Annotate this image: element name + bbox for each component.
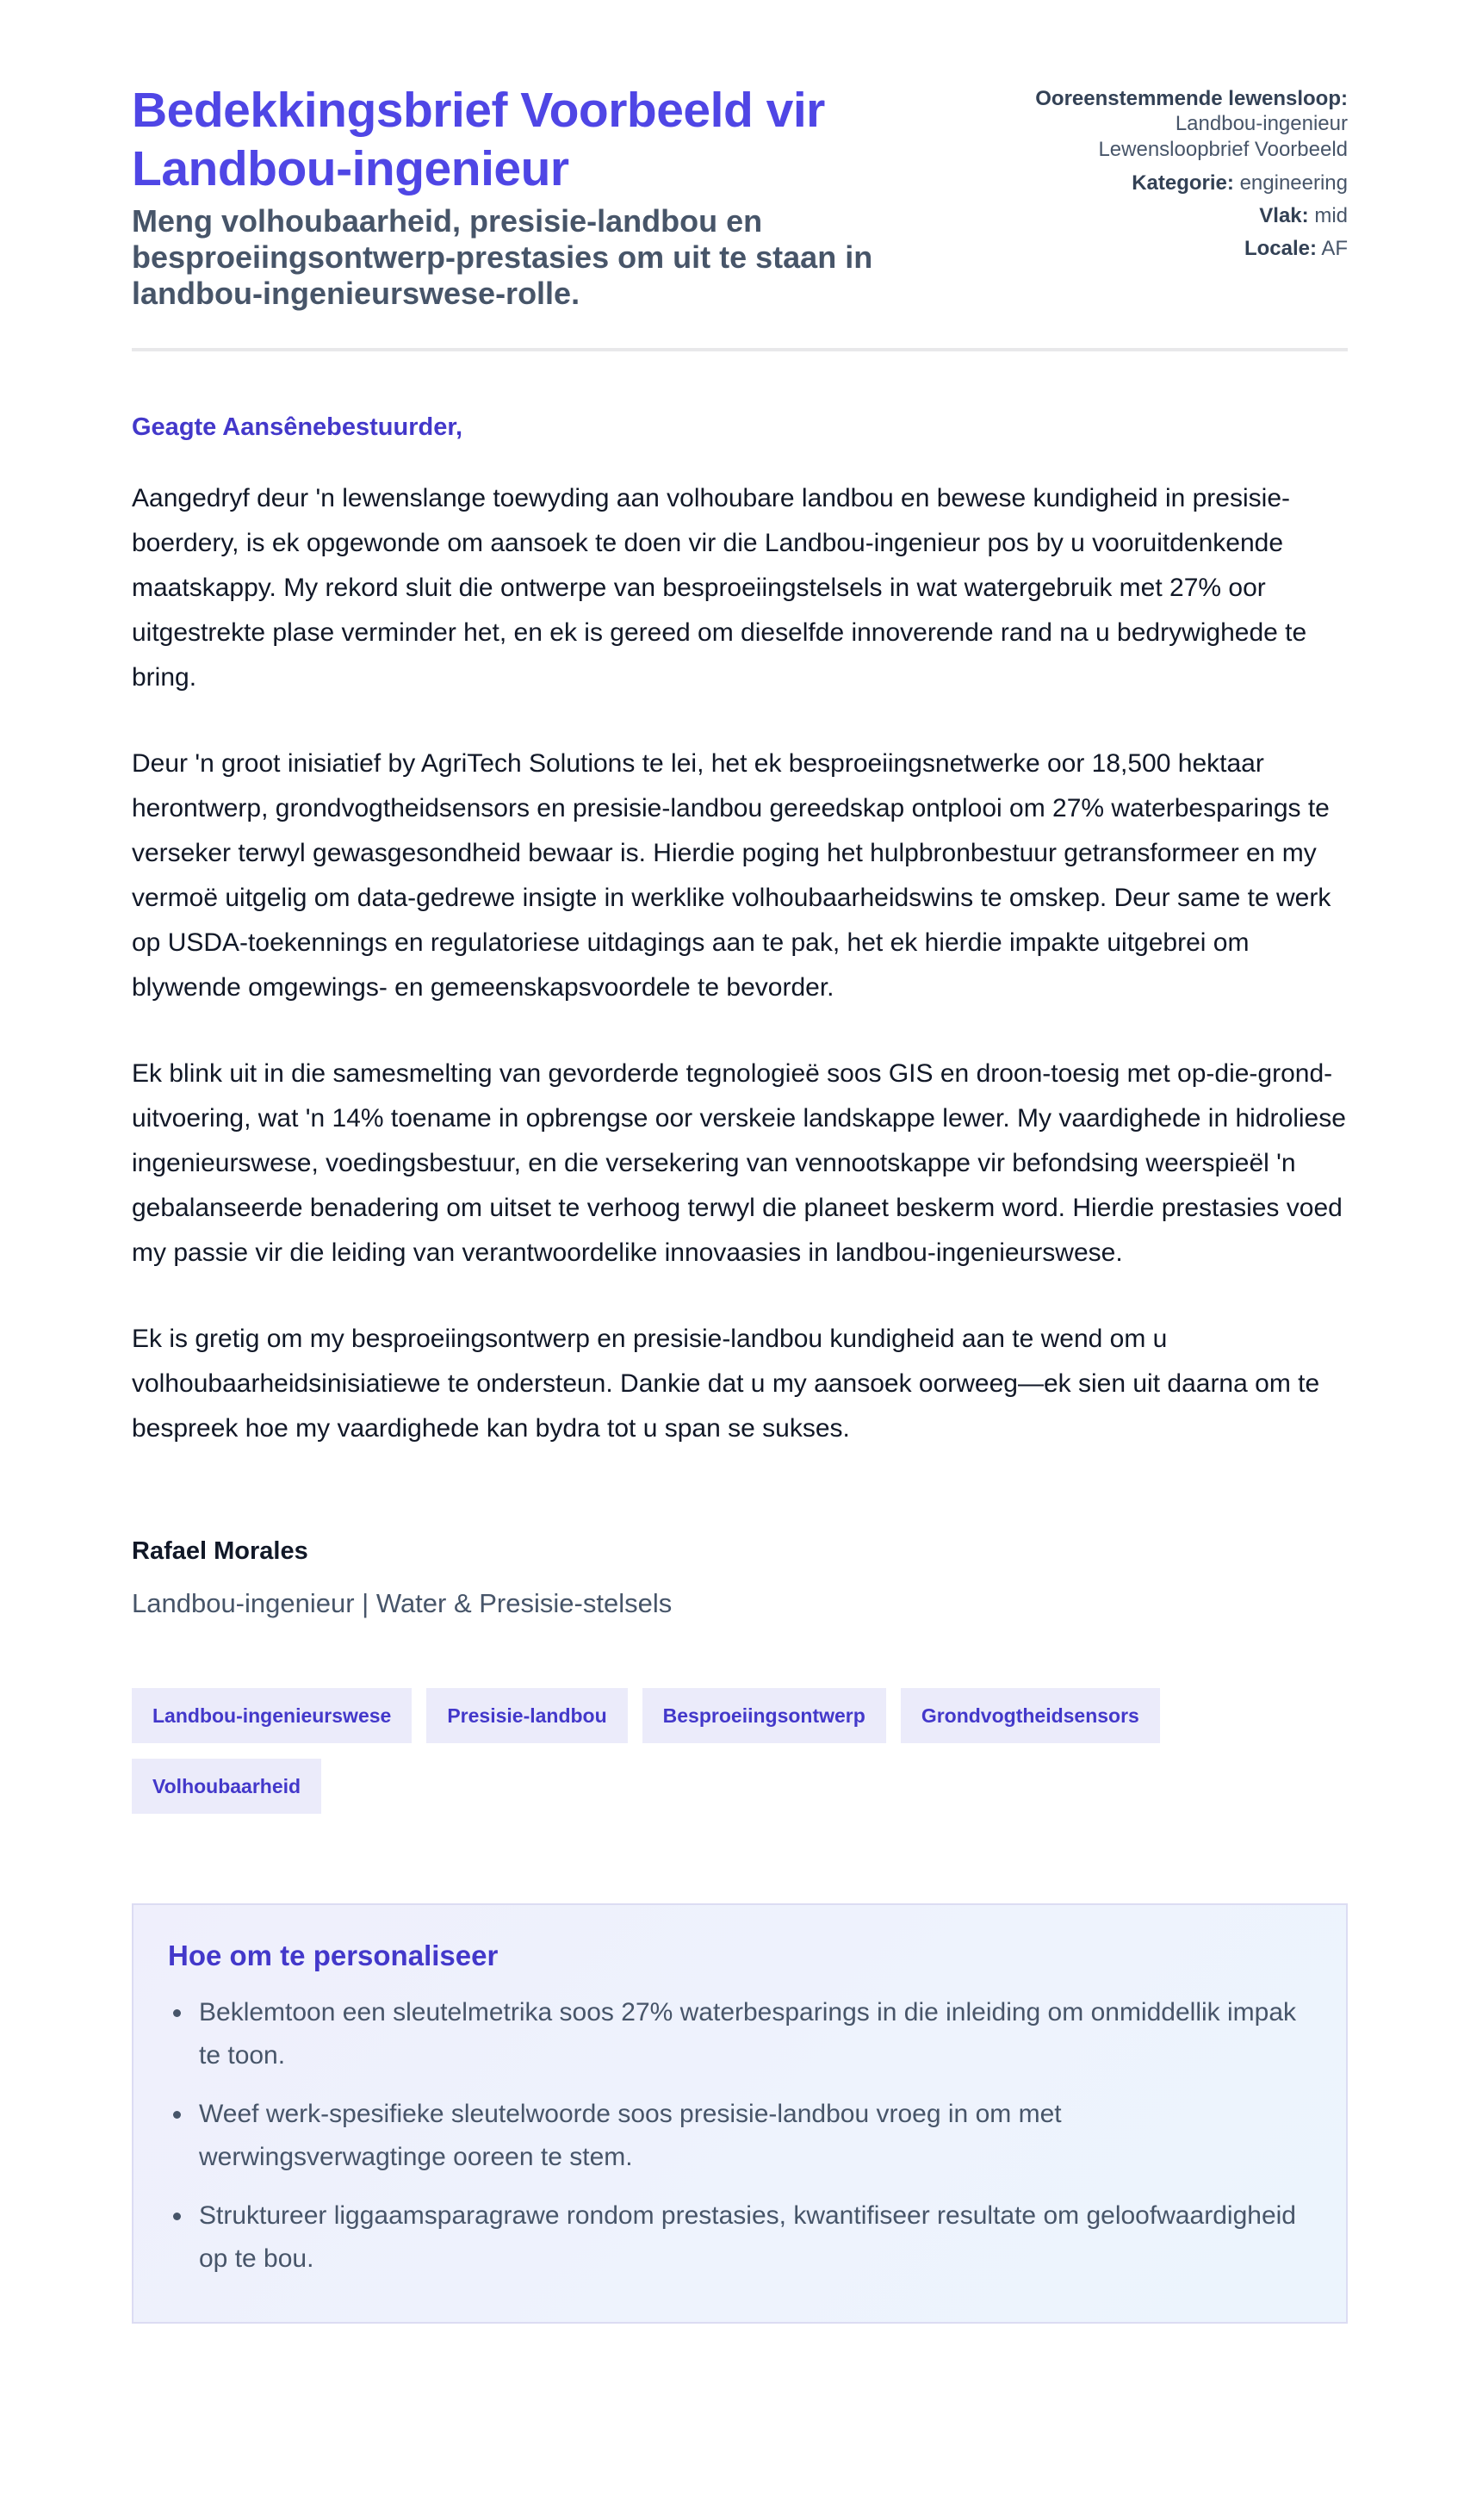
personalize-tips-box [132, 1903, 1348, 2324]
meta-category-value: engineering [1239, 171, 1348, 195]
meta-category-label: Kategorie: [1132, 171, 1234, 195]
tag-volhoubaarheid[interactable]: Volhoubaarheid [132, 1759, 321, 1814]
tag-grondvogtheidsensors[interactable]: Grondvogtheidsensors [901, 1688, 1160, 1743]
keyword-tags [132, 1688, 1251, 1814]
meta-matching-resume-value-1: Landbou-ingenieur [1175, 112, 1348, 135]
letter-paragraph: Aangedryf deur 'n lewenslange toewyding aan volhoubare landbou en bewese kundigheid in presisie-boerdery, is ek opgewonde om aansoek te doen vir die Landbou-ingenieur pos by u vooruitdenkende maatskappy. My rekord sluit die ontwerpe van besproeiingstelsels in wat watergebruik met 27% oor uitgestrekte plase verminder het, en ek is gereed om dieselfde innoverende rand na u bedrywighede te bring. [132, 484, 1307, 692]
tip-text: Weef werk-spesifieke sleutelwoorde soos presisie-landbou vroeg in om met werwingsverwagtinge ooreen te stem. [199, 2100, 1062, 2171]
bullet-icon [173, 2111, 181, 2119]
meta-panel [1035, 81, 1348, 269]
tips-list [168, 1991, 1312, 2281]
meta-matching-resume-value-2: Lewensloopbrief Voorbeeld [1098, 138, 1348, 161]
page-subtitle: Meng volhoubaarheid, presisie-landbou en besproeiingsontwerp-prestasies om uit te staan in landbou-ingenieurswese-rolle. [132, 203, 873, 311]
tag-presisie-landbou[interactable]: Presisie-landbou [426, 1688, 627, 1743]
meta-locale-value: AF [1321, 237, 1348, 260]
meta-level-label: Vlak: [1259, 204, 1309, 227]
bullet-icon [173, 2213, 181, 2220]
meta-matching-resume [1035, 86, 1348, 163]
page-header [132, 81, 1348, 351]
signature-name: Rafael Morales [132, 1537, 308, 1565]
meta-level-value: mid [1314, 204, 1348, 227]
tip-item [199, 2194, 1312, 2281]
meta-matching-resume-label: Ooreenstemmende lewensloop: [1035, 87, 1348, 110]
meta-level [1035, 203, 1348, 228]
bullet-icon [173, 2009, 181, 2017]
header-titles [132, 81, 907, 312]
letter-paragraph: Deur 'n groot inisiatief by AgriTech Solutions te lei, het ek besproeiingsnetwerke oor 18,500 hektaar herontwerp, grondvogtheidsensors en presisie-landbou gereedskap ontplooi om 27% waterbesparings te verseker terwyl gewasgesondheid bewaar is. Hierdie poging het hulpbronbestuur getransformeer en my vermoë uitgelig om data-gedrewe insigte in werklike volhoubaarheidswins te omskep. Deur same te werk op USDA-toekennings en regulatoriese uitdagings aan te pak, het ek hierdie impakte uitgebrei om blywende omgewings- en gemeenskapsvoordele te bevorder. [132, 749, 1331, 1002]
tip-item [199, 2093, 1312, 2179]
letter-salutation: Geagte Aansênebestuurder, [132, 413, 463, 441]
tips-title: Hoe om te personaliseer [168, 1940, 499, 1971]
tag-besproeiingsontwerp[interactable]: Besproeiingsontwerp [642, 1688, 886, 1743]
letter-paragraph: Ek is gretig om my besproeiingsontwerp en presisie-landbou kundigheid aan te wend om u volhoubaarheidsinisiatiewe te ondersteun. Dankie dat u my aansoek oorweeg—ek sien uit daarna om te bespreek hoe my vaardighede kan bydra tot u span se sukses. [132, 1325, 1320, 1443]
page-title: Bedekkingsbrief Voorbeeld vir Landbou-ingenieur [132, 83, 825, 196]
signature-title: Landbou-ingenieur | Water & Presisie-stelsels [132, 1588, 673, 1618]
tag-landbou-ingenieurswese[interactable]: Landbou-ingenieurswese [132, 1688, 412, 1743]
letter-paragraph: Ek blink uit in die samesmelting van gevorderde tegnologieë soos GIS en droon-toesig met op-die-grond-uitvoering, wat 'n 14% toename in opbrengse oor verskeie landskappe lewer. My vaardighede in hidroliese ingenieurswese, voedingsbestuur, en die versekering van vennootskappe vir befondsing weerspieël 'n gebalanseerde benadering om uitset te verhoog terwyl die planeet beskerm word. Hierdie prestasies voed my passie vir die leiding van verantwoordelike innovaasies in landbou-ingenieurswese. [132, 1059, 1346, 1267]
tip-item [199, 1991, 1312, 2077]
tip-text: Struktureer liggaamsparagrawe rondom prestasies, kwantifiseer resultate om geloofwaardigheid op te bou. [199, 2201, 1296, 2273]
meta-category [1035, 171, 1348, 196]
tip-text: Beklemtoon een sleutelmetrika soos 27% waterbesparings in die inleiding om onmiddellik impak te toon. [199, 1998, 1297, 2070]
letter-signature [132, 1537, 1348, 1619]
meta-locale-label: Locale: [1244, 237, 1317, 260]
cover-letter-page [132, 0, 1348, 2324]
letter-body [132, 476, 1348, 1451]
meta-locale [1035, 236, 1348, 261]
